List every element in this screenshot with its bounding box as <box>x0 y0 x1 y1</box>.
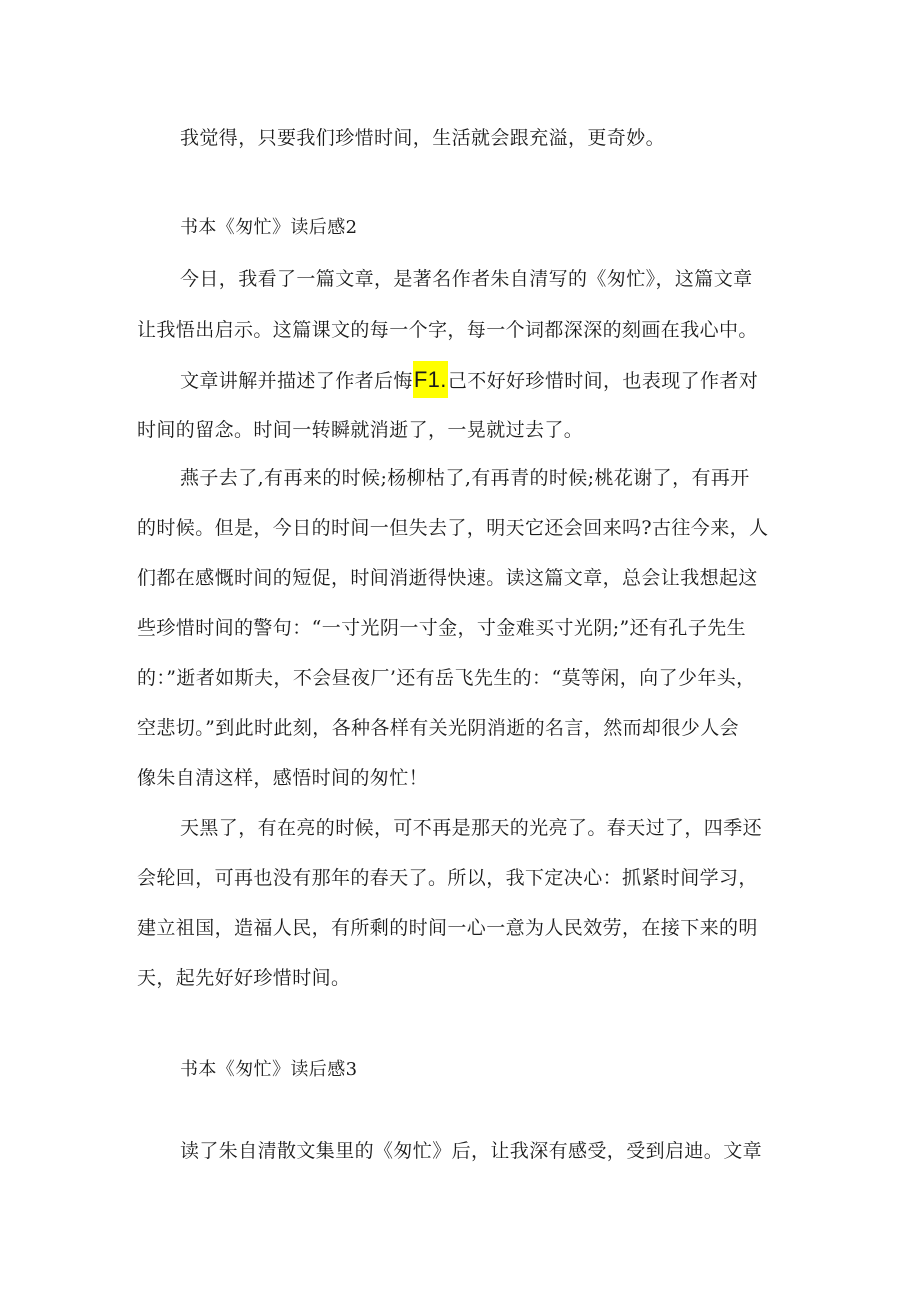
paragraph-line: 些珍惜时间的警句：“一寸光阴一寸金，寸金难买寸光阴;”还有孔子先生 <box>137 617 747 639</box>
paragraph-line: 的：”逝者如斯夫，不会昼夜厂’还有岳飞先生的：“莫等闲，向了少年头， <box>137 667 756 689</box>
paragraph-line: 燕子去了,有再来的时候;杨柳枯了,有再青的时候;桃花谢了，有再开 <box>180 467 750 489</box>
paragraph-line: 时间的留念。时间一转瞬就消逝了，一晃就过去了。 <box>137 419 584 441</box>
paragraph-line: 空悲切。”到此时此刻，各种各样有关光阴消逝的名言，然而却很少人会 <box>137 717 740 739</box>
paragraph-line: 的时候。但是，今日的时间一但失去了，明天它还会回来吗?古往今来，人 <box>137 517 769 539</box>
paragraph-line-with-highlight <box>180 368 758 393</box>
section-heading-3: 书本《匆忙》读后感3 <box>180 1059 358 1080</box>
paragraph-line: 会轮回，可再也没有那年的春天了。所以，我下定决心：抓紧时间学习， <box>137 867 758 889</box>
paragraph-line: 天黑了，有在亮的时候，可不再是那天的光亮了。春天过了，四季还 <box>180 817 763 839</box>
paragraph-line: 今日，我看了一篇文章，是著名作者朱自清写的《匆忙》，这篇文章 <box>180 268 753 290</box>
section-heading-2: 书本《匆忙》读后感2 <box>180 217 358 238</box>
paragraph-line: 读了朱自清散文集里的《匆忙》后，让我深有感受，受到启迪。文章 <box>180 1140 763 1162</box>
paragraph-line: 们都在感慨时间的短促，时间消逝得快速。读这篇文章，总会让我想起这 <box>137 567 758 589</box>
paragraph-text: 己不好好珍惜时间，也表现了作者对 <box>447 370 759 392</box>
paragraph-line: 天，起先好好珍惜时间。 <box>137 967 351 989</box>
paragraph-line: 我觉得，只要我们珍惜时间，生活就会跟充溢，更奇妙。 <box>180 127 666 149</box>
highlighted-text: F1. <box>413 361 448 398</box>
paragraph-text: 文章讲解并描述了作者后悔 <box>180 370 413 392</box>
paragraph-line: 让我悟出启示。这篇课文的每一个字，每一个词都深深的刻画在我心中。 <box>137 319 758 341</box>
paragraph-line: 建立祖国，造福人民，有所剩的时间一心一意为人民效劳，在接下来的明 <box>137 917 758 939</box>
paragraph-line: 像朱自清这样，感悟时间的匆忙！ <box>137 767 429 789</box>
